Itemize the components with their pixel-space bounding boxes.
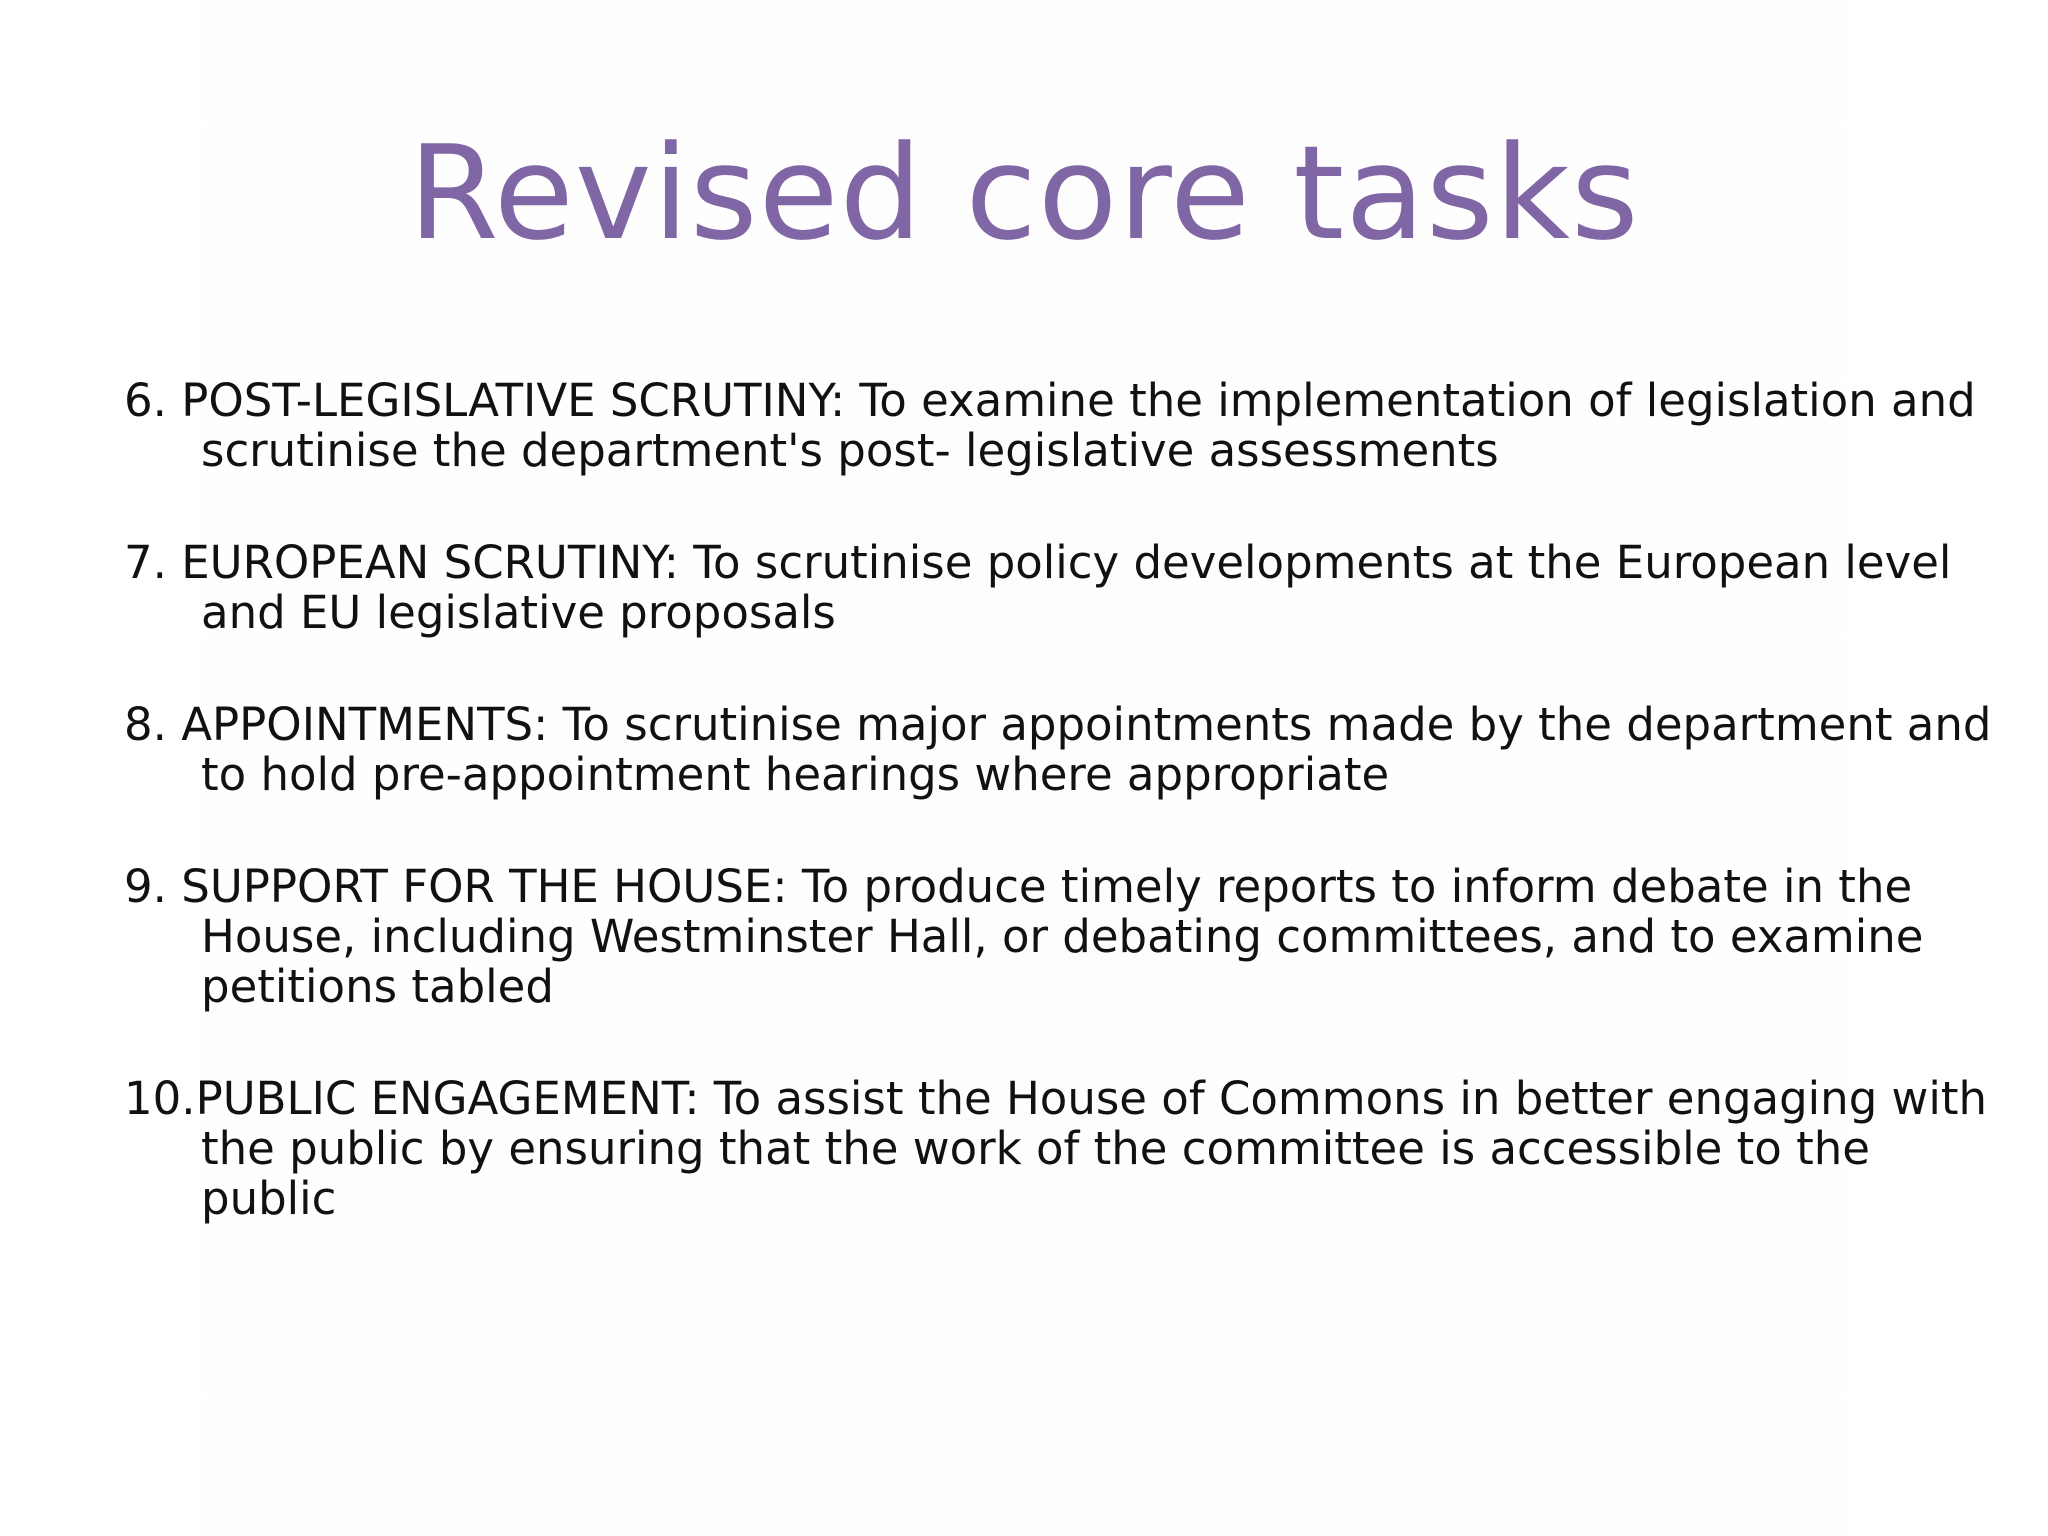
task-list [124, 376, 2004, 1286]
task-number: 6. [124, 374, 182, 427]
list-item [124, 1074, 2004, 1224]
task-text [124, 1074, 2004, 1224]
task-description: APPOINTMENTS: To scrutinise major appointments made by the department and to hold pre-appointment hearings where appropriate [181, 698, 1992, 801]
task-number: 10. [124, 1072, 196, 1125]
task-number: 8. [124, 698, 182, 751]
task-description: EUROPEAN SCRUTINY: To scrutinise policy developments at the European level and EU legislative proposals [181, 536, 1952, 639]
task-text [124, 376, 2004, 476]
task-text [124, 862, 2004, 1012]
list-item [124, 376, 2004, 476]
list-item [124, 700, 2004, 800]
task-description: PUBLIC ENGAGEMENT: To assist the House of Commons in better engaging with the public by ensuring that the work of the committee is accessible to the public [195, 1072, 1988, 1225]
task-description: POST-LEGISLATIVE SCRUTINY: To examine the implementation of legislation and scrutinise the department's post- legislative assessments [181, 374, 1976, 477]
slide-title: Revised core tasks [408, 117, 1640, 269]
task-text [124, 538, 2004, 638]
list-item [124, 538, 2004, 638]
task-text [124, 700, 2004, 800]
task-description: SUPPORT FOR THE HOUSE: To produce timely reports to inform debate in the House, including Westminster Hall, or debating committees, and to examine petitions tabled [181, 860, 1924, 1013]
list-item [124, 862, 2004, 1012]
task-number: 7. [124, 536, 182, 589]
task-number: 9. [124, 860, 182, 913]
